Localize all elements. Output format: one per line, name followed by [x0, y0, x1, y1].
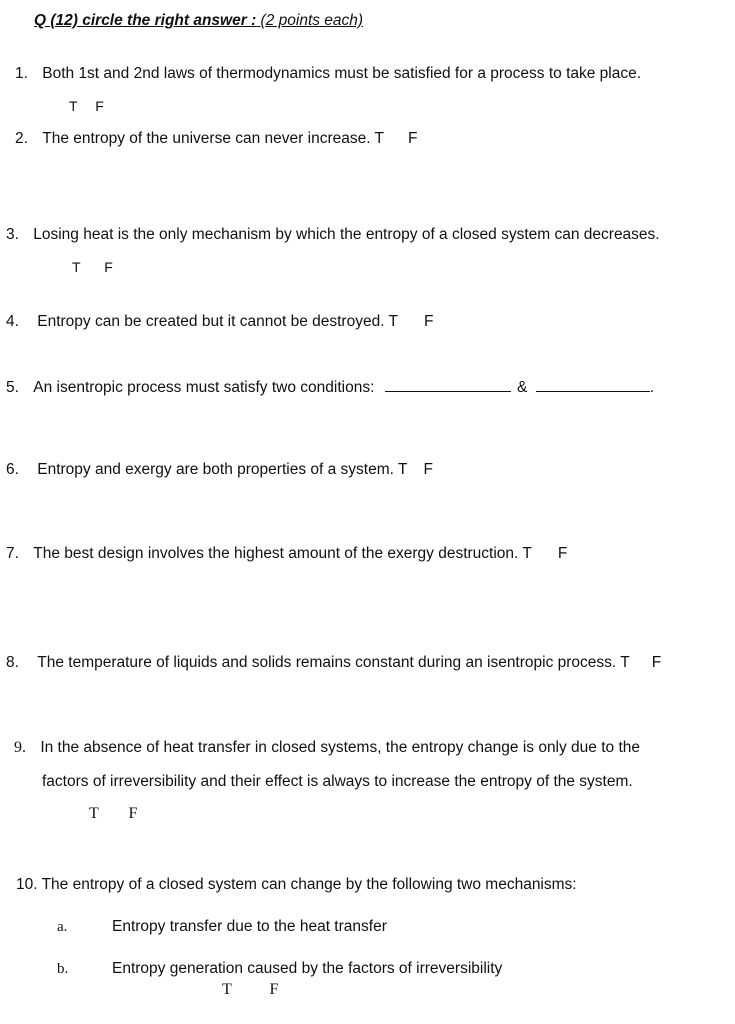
- question-5-end: .: [649, 379, 654, 396]
- question-10-item-b: [57, 959, 68, 979]
- question-9-text-line-2: factors of irreversibility and their effect is always to increase the entropy of the system.: [42, 773, 633, 790]
- true-option[interactable]: T: [72, 259, 81, 275]
- false-option[interactable]: F: [651, 654, 662, 671]
- question-4-text: Entropy can be created but it cannot be destroyed. T: [37, 313, 398, 330]
- question-6-number: 6.: [6, 461, 19, 478]
- question-10-item-a: [57, 917, 67, 937]
- question-4-number: 4.: [6, 313, 19, 330]
- question-3-number: 3.: [6, 226, 19, 243]
- question-10-item-b-text: [112, 959, 502, 979]
- false-option[interactable]: F: [424, 313, 434, 330]
- question-10-text: 10. The entropy of a closed system can change by the following two mechanisms:: [16, 876, 577, 893]
- question-9-text-line-1: In the absence of heat transfer in closed systems, the entropy change is only due to the: [40, 739, 641, 756]
- question-3-options: [72, 257, 113, 277]
- header-points: (2 points each): [260, 12, 364, 29]
- false-option[interactable]: F: [557, 545, 568, 562]
- question-10-options: [222, 980, 278, 1000]
- question-10-item-a-text: [112, 917, 387, 937]
- question-8: [6, 653, 661, 673]
- false-option[interactable]: F: [269, 981, 279, 998]
- question-2-text: The entropy of the universe can never increase. T: [42, 130, 384, 147]
- question-1: [15, 64, 641, 84]
- false-option[interactable]: F: [128, 805, 138, 822]
- item-a-text: Entropy transfer due to the heat transfer: [112, 918, 387, 935]
- true-option[interactable]: T: [69, 98, 78, 114]
- question-3: [6, 225, 660, 245]
- question-9-line-2: [42, 772, 633, 792]
- question-4: [6, 312, 434, 332]
- question-6: [6, 460, 433, 480]
- true-option[interactable]: T: [222, 981, 232, 998]
- true-option[interactable]: T: [89, 805, 99, 822]
- ampersand: &: [517, 379, 528, 396]
- question-5-text: An isentropic process must satisfy two conditions:: [33, 379, 375, 396]
- item-b-label: b.: [57, 961, 69, 977]
- question-8-text: The temperature of liquids and solids remains constant during an isentropic process. T: [37, 654, 630, 671]
- header-title: Q (12) circle the right answer :: [34, 12, 257, 29]
- false-option[interactable]: F: [408, 130, 418, 147]
- question-9-options: [89, 804, 137, 824]
- question-9-number: 9.: [14, 739, 26, 756]
- question-header: [34, 11, 363, 31]
- question-5: [6, 377, 654, 398]
- answer-blank-1[interactable]: [385, 377, 511, 392]
- answer-blank-2[interactable]: [536, 377, 650, 392]
- false-option[interactable]: F: [423, 461, 433, 478]
- question-9: [14, 738, 640, 758]
- question-2: [15, 129, 418, 149]
- question-6-text: Entropy and exergy are both properties of a system. T: [37, 461, 408, 478]
- question-8-number: 8.: [6, 654, 19, 671]
- false-option[interactable]: F: [95, 98, 104, 114]
- item-b-text: Entropy generation caused by the factors of irreversibility: [112, 960, 503, 977]
- question-7-number: 7.: [6, 545, 19, 562]
- question-1-text: Both 1st and 2nd laws of thermodynamics must be satisfied for a process to take place.: [42, 65, 642, 82]
- question-7: [6, 544, 567, 564]
- question-1-options: [69, 96, 104, 116]
- question-3-text: Losing heat is the only mechanism by which the entropy of a closed system can decreases.: [33, 226, 660, 243]
- question-7-text: The best design involves the highest amount of the exergy destruction. T: [33, 545, 532, 562]
- question-2-number: 2.: [15, 130, 28, 147]
- question-1-number: 1.: [15, 65, 28, 82]
- question-5-number: 5.: [6, 379, 19, 396]
- question-10: [16, 875, 577, 895]
- item-a-label: a.: [57, 919, 68, 935]
- false-option[interactable]: F: [104, 259, 113, 275]
